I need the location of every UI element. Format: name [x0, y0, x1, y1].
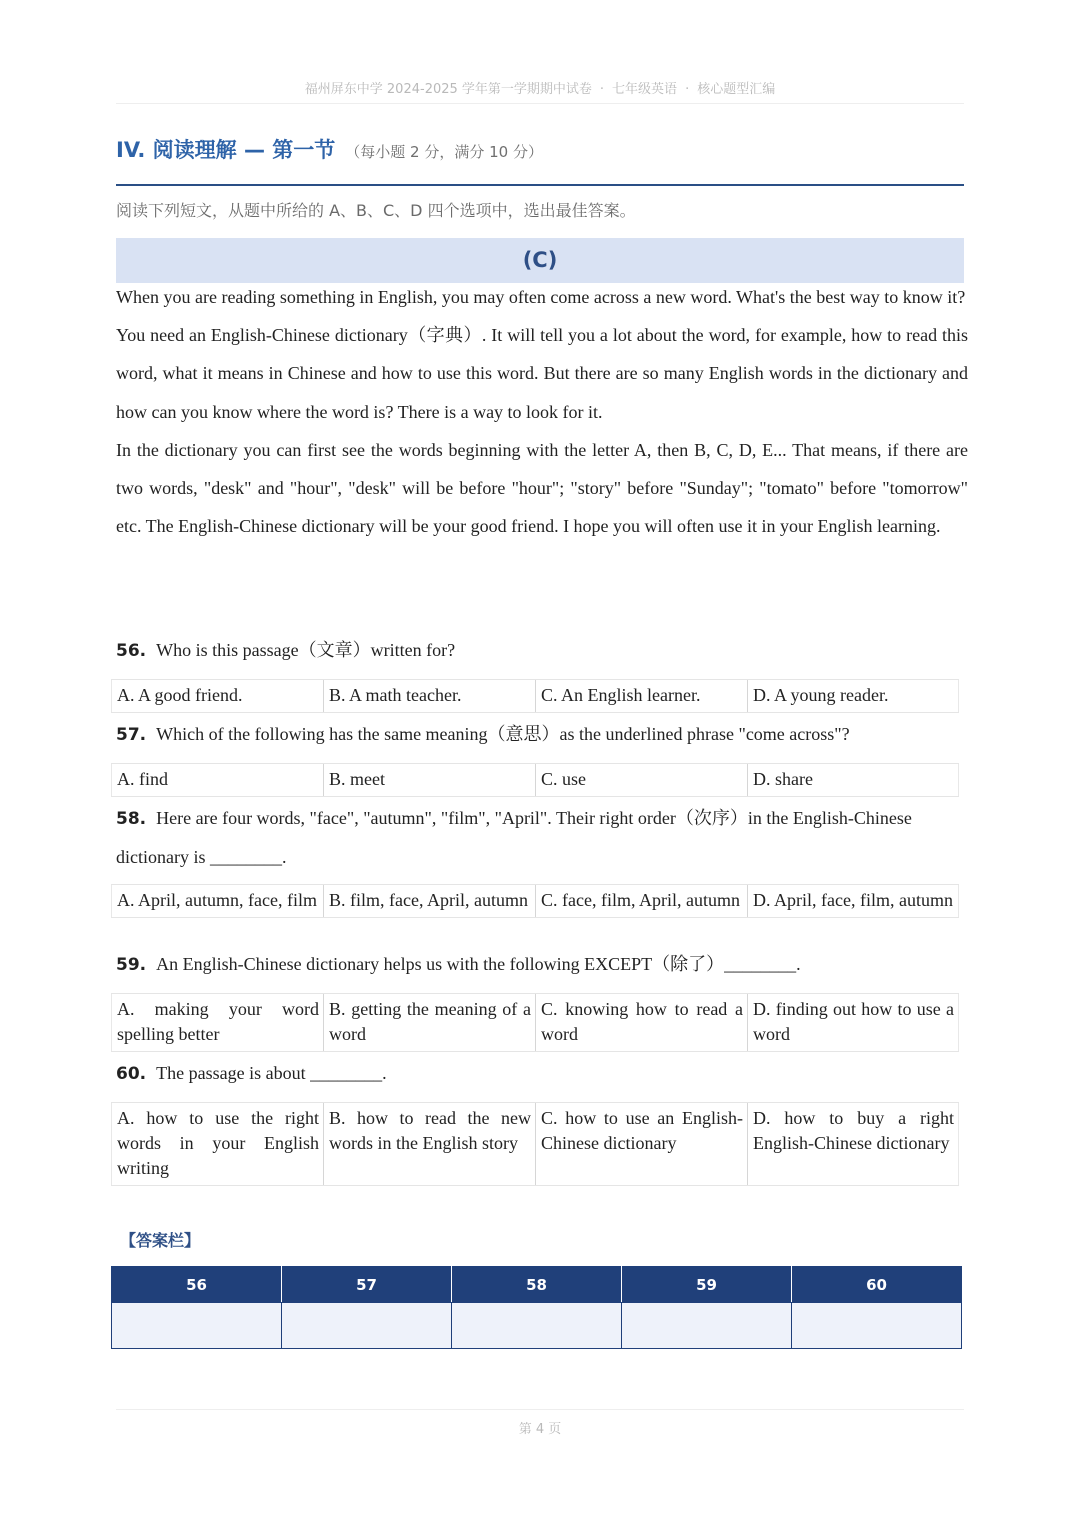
question-text: Here are four words, "face", "autumn", "film", "April". Their right order（次序）in the English-Chinese dictionary is ________. — [116, 808, 912, 867]
section-score-note: （每小题 2 分，满分 10 分） — [345, 143, 543, 161]
option-a[interactable]: A. how to use the right words in your English writing — [111, 1103, 323, 1185]
passage-label: (C) — [116, 238, 964, 283]
page-header — [116, 78, 964, 97]
option-d[interactable]: D. how to buy a right English-Chinese dictionary — [747, 1103, 959, 1185]
option-a[interactable]: A. making your word spelling better — [111, 994, 323, 1051]
header-school: 福州屏东中学 2024-2025 学年第一学期期中试卷 — [304, 82, 592, 97]
section-title-text: IV. 阅读理解 — 第一节 — [116, 138, 336, 162]
section-divider — [116, 184, 964, 186]
option-b[interactable]: B. how to read the new words in the English story — [323, 1103, 535, 1185]
option-c[interactable]: C. knowing how to read a word — [535, 994, 747, 1051]
answer-column-header: 58 — [452, 1267, 622, 1303]
option-b[interactable]: B. getting the meaning of a word — [323, 994, 535, 1051]
answer-cell[interactable] — [622, 1303, 792, 1349]
header-separator: · — [685, 82, 690, 97]
option-c[interactable]: C. how to use an English-Chinese dictionary — [535, 1103, 747, 1185]
section-title — [116, 134, 543, 164]
option-b[interactable]: B. film, face, April, autumn — [323, 885, 535, 917]
option-a[interactable]: A. find — [111, 764, 323, 796]
answer-sheet-table — [111, 1266, 962, 1349]
question-59 — [116, 945, 968, 984]
footer-divider — [116, 1409, 964, 1410]
question-number: 58. — [116, 809, 147, 829]
answer-column-header: 59 — [622, 1267, 792, 1303]
options-56 — [111, 679, 959, 713]
question-text: An English-Chinese dictionary helps us with the following EXCEPT（除了）________. — [156, 954, 801, 974]
header-collection: 核心题型汇编 — [697, 82, 776, 97]
answer-cell[interactable] — [792, 1303, 962, 1349]
passage-paragraph: In the dictionary you can first see the words beginning with the letter A, then B, C, D, E... That means, if there are two words, "desk" and "hour", "desk" will be before "hour"; "story" before "Sunday"; "tomato" before "tomorrow" etc. The English-Chinese dictionary will be your good friend. I hope you will often use it in your English learning. — [116, 439, 968, 537]
question-text: The passage is about ________. — [156, 1063, 387, 1083]
option-c[interactable]: C. use — [535, 764, 747, 796]
passage-text — [116, 278, 968, 545]
question-text: Who is this passage（文章）written for? — [156, 640, 456, 660]
option-d[interactable]: D. share — [747, 764, 959, 796]
options-60 — [111, 1102, 959, 1186]
page-number: 第 4 页 — [518, 1422, 562, 1437]
header-separator: · — [599, 82, 605, 97]
option-b[interactable]: B. meet — [323, 764, 535, 796]
question-number: 59. — [116, 955, 147, 975]
passage-paragraph: You need an English-Chinese dictionary（字典）. It will tell you a lot about the word, for example, how to read this word, what it means in Chinese and how to use this word. But there are so many English words in the dictionary and how can you know where the word is? There is a way to look for it. — [116, 325, 968, 422]
question-60 — [116, 1054, 968, 1093]
option-a[interactable]: A. April, autumn, face, film — [111, 885, 323, 917]
passage-paragraph: When you are reading something in English, you may often come across a new word. What's the best way to know it? — [116, 287, 966, 307]
question-text: Which of the following has the same meaning（意思）as the underlined phrase "come across"? — [156, 724, 850, 744]
option-d[interactable]: D. April, face, film, autumn — [747, 885, 959, 917]
question-number: 60. — [116, 1064, 147, 1084]
option-c[interactable]: C. An English learner. — [535, 680, 747, 712]
answer-cell[interactable] — [452, 1303, 622, 1349]
answer-cell[interactable] — [282, 1303, 452, 1349]
question-number: 57. — [116, 725, 147, 745]
option-c[interactable]: C. face, film, April, autumn — [535, 885, 747, 917]
answer-cell[interactable] — [112, 1303, 282, 1349]
option-d[interactable]: D. A young reader. — [747, 680, 959, 712]
question-58 — [116, 799, 968, 876]
question-number: 56. — [116, 641, 147, 661]
answer-sheet-label: 【答案栏】 — [120, 1231, 201, 1250]
section-instruction: 阅读下列短文，从题中所给的 A、B、C、D 四个选项中，选出最佳答案。 — [116, 201, 636, 220]
header-divider — [116, 103, 964, 104]
header-grade: 七年级英语 — [612, 82, 678, 97]
options-57 — [111, 763, 959, 797]
question-56 — [116, 631, 968, 670]
answer-column-header: 56 — [112, 1267, 282, 1303]
question-57 — [116, 715, 968, 754]
option-a[interactable]: A. A good friend. — [111, 680, 323, 712]
options-58 — [111, 884, 959, 918]
options-59 — [111, 993, 959, 1052]
option-d[interactable]: D. finding out how to use a word — [747, 994, 959, 1051]
answer-column-header: 57 — [282, 1267, 452, 1303]
answer-column-header: 60 — [792, 1267, 962, 1303]
option-b[interactable]: B. A math teacher. — [323, 680, 535, 712]
